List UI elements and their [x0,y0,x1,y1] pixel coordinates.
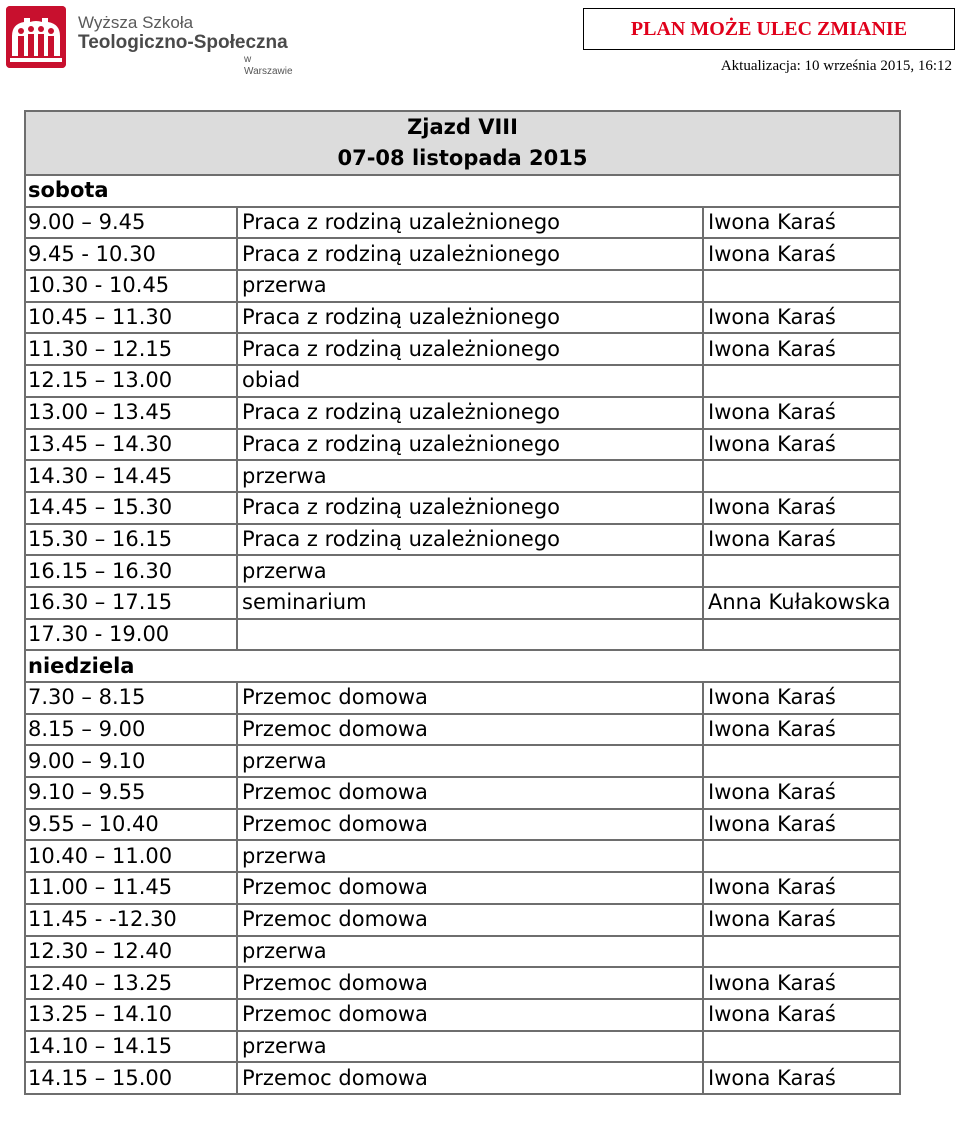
schedule-row [25,714,900,746]
time-cell: 11.30 – 12.15 [25,333,237,365]
schedule-row [25,1062,900,1094]
time-cell: 13.00 – 13.45 [25,397,237,429]
schedule-row [25,967,900,999]
schedule-table [24,110,901,1095]
time-cell: 12.30 – 12.40 [25,936,237,968]
subject-cell: Praca z rodziną uzależnionego [237,207,703,239]
teacher-cell: Iwona Karaś [703,872,900,904]
teacher-cell [703,936,900,968]
teacher-cell [703,840,900,872]
day-name: niedziela [25,650,900,682]
schedule-row [25,270,900,302]
teacher-cell: Iwona Karaś [703,397,900,429]
subject-cell: Przemoc domowa [237,904,703,936]
teacher-cell: Iwona Karaś [703,904,900,936]
teacher-cell [703,555,900,587]
teacher-cell: Iwona Karaś [703,429,900,461]
subject-cell: Przemoc domowa [237,1062,703,1094]
schedule-row [25,524,900,556]
time-cell: 9.55 – 10.40 [25,809,237,841]
session-title: Zjazd VIII [407,115,518,139]
teacher-cell: Iwona Karaś [703,524,900,556]
schedule-row [25,872,900,904]
teacher-cell: Iwona Karaś [703,999,900,1031]
school-name-line2: Teologiczno-Społeczna [78,32,288,53]
subject-cell: Przemoc domowa [237,809,703,841]
time-cell: 16.15 – 16.30 [25,555,237,587]
schedule-row [25,619,900,651]
time-cell: 13.25 – 14.10 [25,999,237,1031]
schedule-row [25,207,900,239]
time-cell: 8.15 – 9.00 [25,714,237,746]
subject-cell [237,619,703,651]
subject-cell: Przemoc domowa [237,967,703,999]
time-cell: 9.00 – 9.45 [25,207,237,239]
schedule-row [25,1031,900,1063]
schedule-row [25,333,900,365]
time-cell: 12.40 – 13.25 [25,967,237,999]
time-cell: 14.30 – 14.45 [25,460,237,492]
time-cell: 14.15 – 15.00 [25,1062,237,1094]
session-dates: 07-08 listopada 2015 [337,146,588,170]
school-emblem-icon [6,6,66,68]
teacher-cell [703,365,900,397]
teacher-cell: Iwona Karaś [703,1062,900,1094]
schedule-row [25,745,900,777]
teacher-cell [703,270,900,302]
day-name: sobota [25,175,900,207]
teacher-cell [703,745,900,777]
subject-cell: seminarium [237,587,703,619]
subject-cell: Praca z rodziną uzależnionego [237,302,703,334]
subject-cell: Przemoc domowa [237,682,703,714]
schedule-row [25,238,900,270]
subject-cell: Praca z rodziną uzależnionego [237,492,703,524]
time-cell: 10.45 – 11.30 [25,302,237,334]
subject-cell: obiad [237,365,703,397]
schedule-heading [25,111,900,175]
schedule-row [25,809,900,841]
schedule-row [25,840,900,872]
schedule-header-row [25,111,900,175]
school-logo [6,6,296,77]
teacher-cell [703,619,900,651]
teacher-cell: Iwona Karaś [703,207,900,239]
teacher-cell: Iwona Karaś [703,809,900,841]
change-notice-box: PLAN MOŻE ULEC ZMIANIE [583,8,955,50]
time-cell: 14.10 – 14.15 [25,1031,237,1063]
schedule-row [25,682,900,714]
update-timestamp: Aktualizacja: 10 września 2015, 16:12 [720,58,952,74]
school-name-line3: w Warszawie [244,54,293,77]
schedule-row [25,460,900,492]
school-name-line1: Wyższa Szkoła [78,13,194,32]
subject-cell: przerwa [237,840,703,872]
teacher-cell: Iwona Karaś [703,777,900,809]
teacher-cell: Iwona Karaś [703,238,900,270]
teacher-cell: Iwona Karaś [703,967,900,999]
subject-cell: przerwa [237,270,703,302]
schedule-row [25,397,900,429]
time-cell: 12.15 – 13.00 [25,365,237,397]
subject-cell: przerwa [237,555,703,587]
subject-cell: Praca z rodziną uzależnionego [237,238,703,270]
schedule-row [25,777,900,809]
teacher-cell: Iwona Karaś [703,302,900,334]
day-row [25,650,900,682]
time-cell: 17.30 - 19.00 [25,619,237,651]
schedule-row [25,904,900,936]
time-cell: 15.30 – 16.15 [25,524,237,556]
time-cell: 13.45 – 14.30 [25,429,237,461]
schedule-row [25,999,900,1031]
schedule-row [25,302,900,334]
subject-cell: Praca z rodziną uzależnionego [237,524,703,556]
subject-cell: przerwa [237,745,703,777]
subject-cell: przerwa [237,460,703,492]
teacher-cell: Iwona Karaś [703,682,900,714]
time-cell: 11.00 – 11.45 [25,872,237,904]
subject-cell: Przemoc domowa [237,872,703,904]
time-cell: 9.45 - 10.30 [25,238,237,270]
subject-cell: przerwa [237,936,703,968]
subject-cell: Praca z rodziną uzależnionego [237,429,703,461]
schedule-row [25,936,900,968]
time-cell: 7.30 – 8.15 [25,682,237,714]
school-name [78,14,296,78]
teacher-cell: Iwona Karaś [703,714,900,746]
subject-cell: przerwa [237,1031,703,1063]
time-cell: 11.45 - -12.30 [25,904,237,936]
subject-cell: Przemoc domowa [237,714,703,746]
time-cell: 16.30 – 17.15 [25,587,237,619]
time-cell: 10.30 - 10.45 [25,270,237,302]
schedule-row [25,492,900,524]
schedule-row [25,587,900,619]
teacher-cell [703,1031,900,1063]
teacher-cell: Iwona Karaś [703,492,900,524]
schedule-row [25,429,900,461]
schedule-row [25,365,900,397]
time-cell: 10.40 – 11.00 [25,840,237,872]
subject-cell: Praca z rodziną uzależnionego [237,333,703,365]
subject-cell: Przemoc domowa [237,777,703,809]
subject-cell: Praca z rodziną uzależnionego [237,397,703,429]
time-cell: 14.45 – 15.30 [25,492,237,524]
teacher-cell: Anna Kułakowska [703,587,900,619]
time-cell: 9.00 – 9.10 [25,745,237,777]
day-row [25,175,900,207]
teacher-cell: Iwona Karaś [703,333,900,365]
subject-cell: Przemoc domowa [237,999,703,1031]
schedule-row [25,555,900,587]
time-cell: 9.10 – 9.55 [25,777,237,809]
teacher-cell [703,460,900,492]
